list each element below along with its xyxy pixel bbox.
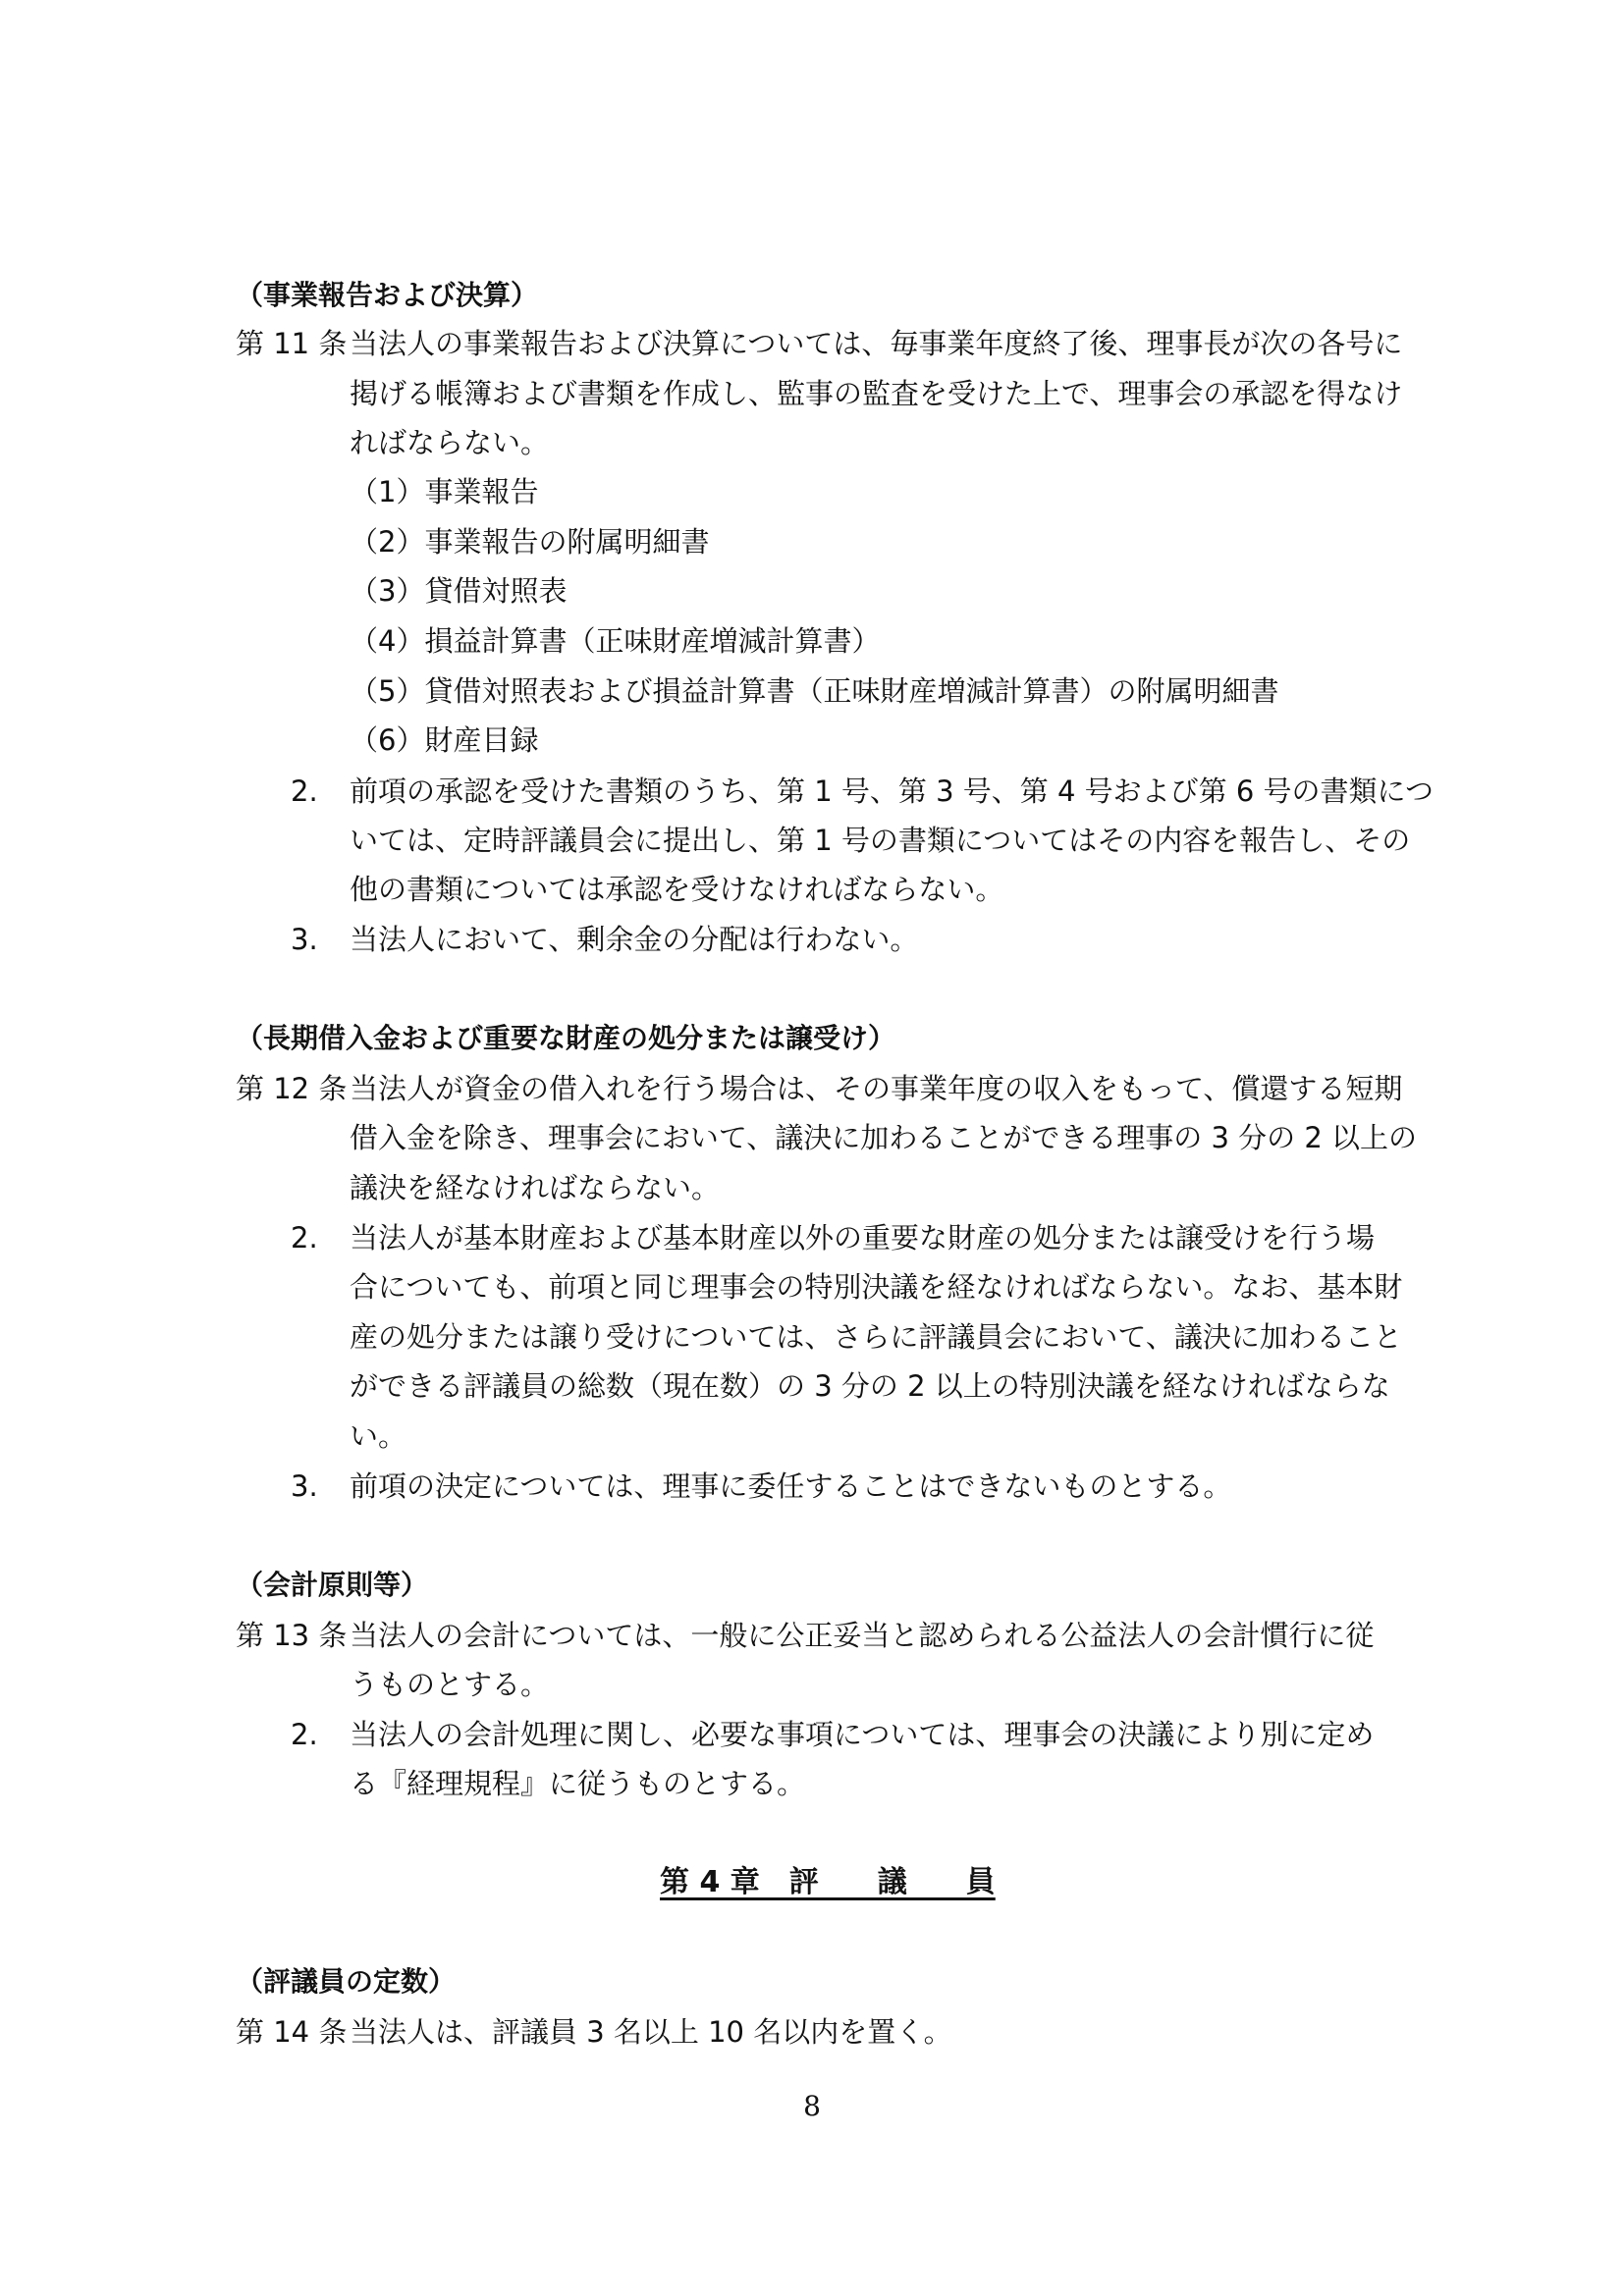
article-11-list-item: （3）貸借対照表 bbox=[350, 574, 568, 608]
article-14-label: 第 14 条 bbox=[236, 2015, 348, 2049]
article-11-label: 第 11 条 bbox=[236, 327, 348, 360]
article-12-text-line: 議決を経なければならない。 bbox=[350, 1171, 721, 1204]
article-11-text-line: 当法人の事業報告および決算については、毎事業年度終了後、理事長が次の各号に bbox=[350, 327, 1403, 360]
article-14-heading: （評議員の定数） bbox=[236, 1965, 457, 1998]
article-13-heading: （会計原則等） bbox=[236, 1569, 429, 1601]
article-12-paragraph-2-line: い。 bbox=[350, 1419, 407, 1453]
article-12-text-line: 当法人が資金の借入れを行う場合は、その事業年度の収入をもって、償還する短期 bbox=[350, 1072, 1403, 1105]
article-12-heading: （長期借入金および重要な財産の処分または譲受け） bbox=[236, 1022, 896, 1054]
article-11-text-line: ればならない。 bbox=[350, 426, 550, 459]
article-12-paragraph-2-line: ができる評議員の総数（現在数）の 3 分の 2 以上の特別決議を経なければならな bbox=[350, 1369, 1390, 1403]
article-11-heading: （事業報告および決算） bbox=[236, 279, 539, 311]
article-13-paragraph-number: 2. bbox=[291, 1718, 318, 1751]
article-12-paragraph-2-line: 当法人が基本財産および基本財産以外の重要な財産の処分または譲受けを行う場 bbox=[350, 1221, 1376, 1255]
page-number: 8 bbox=[803, 2090, 821, 2122]
article-14-text-line: 当法人は、評議員 3 名以上 10 名以内を置く。 bbox=[350, 2015, 952, 2049]
article-11-list-item: （6）財産目録 bbox=[350, 723, 539, 757]
article-12-paragraph-3-line: 前項の決定については、理事に委任することはできないものとする。 bbox=[350, 1469, 1232, 1503]
article-13-text-line: 当法人の会計については、一般に公正妥当と認められる公益法人の会計慣行に従 bbox=[350, 1619, 1375, 1652]
article-13-paragraph-2-line: る『経理規程』に従うものとする。 bbox=[350, 1767, 806, 1800]
article-12-paragraph-2-line: 産の処分または譲り受けについては、さらに評議員会において、議決に加わること bbox=[350, 1320, 1402, 1354]
article-13-paragraph-2-line: 当法人の会計処理に関し、必要な事項については、理事会の決議により別に定め bbox=[350, 1718, 1375, 1751]
article-13-label: 第 13 条 bbox=[236, 1619, 348, 1652]
article-11-paragraph-2-line: いては、定時評議員会に提出し、第 1 号の書類についてはその内容を報告し、その bbox=[350, 824, 1411, 857]
article-11-list-item: （5）貸借対照表および損益計算書（正味財産増減計算書）の附属明細書 bbox=[350, 674, 1279, 708]
article-11-paragraph-3-line: 当法人において、剰余金の分配は行わない。 bbox=[350, 923, 919, 956]
article-12-paragraph-2-line: 合についても、前項と同じ理事会の特別決議を経なければならない。なお、基本財 bbox=[350, 1270, 1403, 1304]
article-12-paragraph-number: 2. bbox=[291, 1221, 318, 1255]
article-13-text-line: うものとする。 bbox=[350, 1668, 550, 1701]
article-12-text-line: 借入金を除き、理事会において、議決に加わることができる理事の 3 分の 2 以上の bbox=[350, 1121, 1418, 1154]
article-11-list-item: （2）事業報告の附属明細書 bbox=[350, 525, 710, 559]
chapter-4-title: 第 4 章 評 議 員 bbox=[660, 1865, 996, 1899]
article-11-paragraph-2-line: 他の書類については承認を受けなければならない。 bbox=[350, 873, 1004, 906]
article-11-list-item: （1）事業報告 bbox=[350, 475, 539, 508]
article-11-paragraph-number: 2. bbox=[291, 774, 318, 808]
article-11-list-item: （4）損益計算書（正味財産増減計算書） bbox=[350, 624, 881, 658]
article-12-paragraph-number: 3. bbox=[291, 1469, 318, 1503]
article-12-label: 第 12 条 bbox=[236, 1072, 348, 1105]
article-11-paragraph-2-line: 前項の承認を受けた書類のうち、第 1 号、第 3 号、第 4 号および第 6 号の書類につ bbox=[350, 774, 1434, 808]
article-11-text-line: 掲げる帳簿および書類を作成し、監事の監査を受けた上で、理事会の承認を得なけ bbox=[350, 377, 1403, 410]
article-11-paragraph-number: 3. bbox=[291, 923, 318, 956]
